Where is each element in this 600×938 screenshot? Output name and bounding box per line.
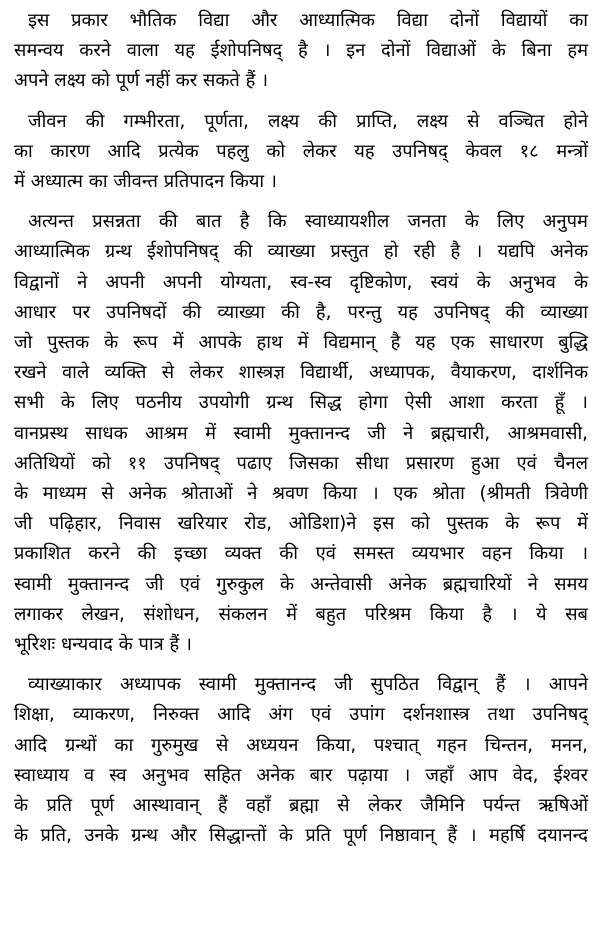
text-line: आदि ग्रन्थों का गुरुमुख से अध्ययन किया, पश्चात् गहन चिन्तन, मनन, [14, 734, 588, 756]
text-line: लगाकर लेखन, संशोधन, संकलन में बहुत परिश्रम किया है । ये सब [14, 603, 588, 625]
text-line: समन्वय करने वाला यह ईशोपनिषद् है । इन दोनों विद्याओं के बिना हम [14, 40, 588, 62]
text-line: जी पढ़िहार, निवास खरियार रोड, ओडिशा)ने इस को पुस्तक के रूप में [14, 513, 588, 535]
text-line: भूरिशः धन्यवाद के पात्र हैं । [14, 634, 192, 656]
text-line: इस प्रकार भौतिक विद्या और आध्यात्मिक विद्या दोनों विद्यायों का [28, 10, 588, 31]
text-line: जीवन की गम्भीरता, पूर्णता, लक्ष्य की प्राप्ति, लक्ष्य से वञ्चित होने [28, 110, 588, 132]
text-line: में अध्यात्म का जीवन्त प्रतिपादन किया । [14, 171, 277, 193]
text-line: विद्वानों ने अपनी अपनी योग्यता, स्व-स्व दृष्टिकोण, स्वयं के अनुभव के [14, 271, 588, 293]
text-line: अतिथियों को ११ उपनिषद् पढाए जिसका सीधा प्रसारण हुआ एवं चैनल [14, 452, 588, 474]
text-line: आध्यात्मिक ग्रन्थ ईशोपनिषद् की व्याख्या प्रस्तुत हो रही है । यद्यपि अनेक [14, 241, 588, 263]
text-line: के प्रति पूर्ण आस्थावान् हैं वहाँ ब्रह्मा से लेकर जैमिनि पर्यन्त ऋषिओं [14, 795, 588, 817]
paragraph-1 [14, 6, 588, 97]
paragraph-2 [14, 107, 588, 198]
text-line: के माध्यम से अनेक श्रोताओं ने श्रवण किया । एक श्रोता (श्रीमती त्रिवेणी [14, 483, 588, 505]
paragraph-4 [14, 670, 588, 851]
text-line: अपने लक्ष्य को पूर्ण नहीं कर सकते हैं । [14, 70, 269, 92]
text-line: सभी के लिए पठनीय उपयोगी ग्रन्थ सिद्ध होगा ऐसी आशा करता हूँ । [14, 392, 588, 414]
text-line: प्रकाशित करने की इच्छा व्यक्त की एवं समस्त व्ययभार वहन किया । [14, 543, 588, 565]
text-line: जो पुस्तक के रूप में आपके हाथ में विद्यमान् है यह एक साधारण बुद्धि [14, 332, 588, 354]
text-line: स्वाध्याय व स्व अनुभव सहित अनेक बार पढ़ाया । जहाँ आप वेद, ईश्वर [14, 764, 588, 786]
text-line: रखने वाले व्यक्ति से लेकर शास्त्रज्ञ विद्यार्थी, अध्यापक, वैयाकरण, दार्शनिक [14, 362, 588, 384]
text-line: का कारण आदि प्रत्येक पहलु को लेकर यह उपनिषद् केवल १८ मन्त्रों [14, 140, 588, 162]
text-line: शिक्षा, व्याकरण, निरुक्त आदि अंग एवं उपांग दर्शनशास्त्र तथा उपनिषद् [14, 704, 588, 726]
text-line: वानप्रस्थ साधक आश्रम में स्वामी मुक्तानन्द जी ने ब्रह्मचारी, आश्रमवासी, [14, 422, 588, 444]
text-line: व्याख्याकार अध्यापक स्वामी मुक्तानन्द जी सुपठित विद्वान् हैं । आपने [28, 674, 588, 696]
text-line: आधार पर उपनिषदों की व्याख्या की है, परन्तु यह उपनिषद् की व्याख्या [14, 301, 588, 323]
text-line: स्वामी मुक्तानन्द जी एवं गुरुकुल के अन्तेवासी अनेक ब्रह्मचारियों ने समय [14, 573, 588, 595]
paragraph-3 [14, 207, 588, 660]
text-line: अत्यन्त प्रसन्नता की बात है कि स्वाध्यायशील जनता के लिए अनुपम [28, 211, 588, 233]
text-line: के प्रति, उनके ग्रन्थ और सिद्धान्तों के प्रति पूर्ण निष्ठावान् हैं । महर्षि दयानन्द [14, 825, 588, 847]
